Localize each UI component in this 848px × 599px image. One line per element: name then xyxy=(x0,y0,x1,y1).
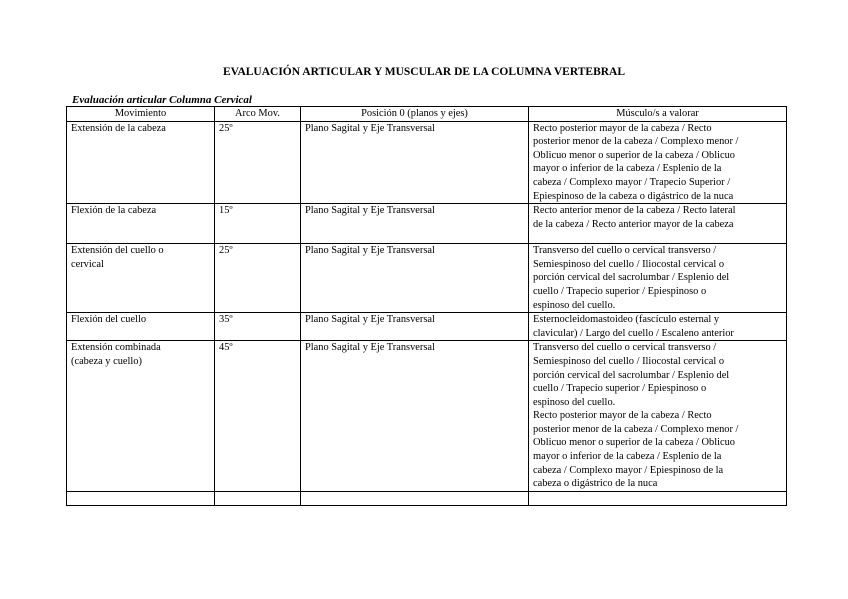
header-movimiento: Movimiento xyxy=(67,107,215,122)
table-row xyxy=(67,244,787,313)
cell-posicion: Plano Sagital y Eje Transversal xyxy=(301,244,529,313)
cell-movimiento: Flexión de la cabeza xyxy=(67,204,215,244)
document-title: EVALUACIÓN ARTICULAR Y MUSCULAR DE LA COLUMNA VERTEBRAL xyxy=(222,66,626,78)
cell-arco: 45º xyxy=(215,341,301,492)
cell-posicion: Plano Sagital y Eje Transversal xyxy=(301,121,529,204)
table-header-row xyxy=(67,107,787,122)
cell-arco: 15º xyxy=(215,204,301,244)
table-row xyxy=(67,121,787,204)
cell-musculos: Transverso del cuello o cervical transverso / Semiespinoso del cuello / Iliocostal cervical o porción cervical del sacrolumbar / Esplenio del cuello / Trapecio superior / Epiespinoso o espinoso del cuello. xyxy=(529,244,787,313)
section-subtitle: Evaluación articular Columna Cervical xyxy=(72,94,252,106)
cell-musculos: Recto posterior mayor de la cabeza / Recto posterior menor de la cabeza / Complexo menor / Oblicuo menor o superior de la cabeza / Oblicuo mayor o inferior de la cabeza / Esplenio de la cabeza / Complexo mayor / Trapecio Superior / Epiespinoso de la cabeza o digástrico de la nuca xyxy=(529,121,787,204)
header-musculos: Músculo/s a valorar xyxy=(529,107,787,122)
evaluation-table xyxy=(66,106,787,506)
table-row xyxy=(67,341,787,492)
cell-movimiento: Extensión del cuello o cervical xyxy=(67,244,215,313)
cell-movimiento: Flexión del cuello xyxy=(67,313,215,341)
table-row xyxy=(67,313,787,341)
cell-musculos: Recto anterior menor de la cabeza / Recto lateral de la cabeza / Recto anterior mayor de la cabeza xyxy=(529,204,787,244)
cell-empty xyxy=(67,491,215,505)
header-arco-mov: Arco Mov. xyxy=(215,107,301,122)
cell-posicion: Plano Sagital y Eje Transversal xyxy=(301,204,529,244)
cell-movimiento: Extensión de la cabeza xyxy=(67,121,215,204)
cell-empty xyxy=(215,491,301,505)
table-row-empty xyxy=(67,491,787,505)
cell-arco: 35º xyxy=(215,313,301,341)
cell-empty xyxy=(529,491,787,505)
cell-movimiento: Extensión combinada (cabeza y cuello) xyxy=(67,341,215,492)
cell-posicion: Plano Sagital y Eje Transversal xyxy=(301,313,529,341)
table-row xyxy=(67,204,787,244)
cell-posicion: Plano Sagital y Eje Transversal xyxy=(301,341,529,492)
cell-arco: 25º xyxy=(215,121,301,204)
cell-musculos: Transverso del cuello o cervical transverso / Semiespinoso del cuello / Iliocostal cervical o porción cervical del sacrolumbar / Esplenio del cuello / Trapecio superior / Epiespinoso o espinoso del cuello. Recto posterior mayor de la cabeza / Recto posterior menor de la cabeza / Complexo menor / Oblicuo menor o superior de la cabeza / Oblicuo mayor o inferior de la cabeza / Esplenio de la cabeza / Complexo mayor / Epiespinoso de la cabeza o digástrico de la nuca xyxy=(529,341,787,492)
cell-empty xyxy=(301,491,529,505)
cell-arco: 25º xyxy=(215,244,301,313)
header-posicion: Posición 0 (planos y ejes) xyxy=(301,107,529,122)
cell-musculos: Esternocleidomastoideo (fascículo esternal y clavicular) / Largo del cuello / Escaleno anterior xyxy=(529,313,787,341)
